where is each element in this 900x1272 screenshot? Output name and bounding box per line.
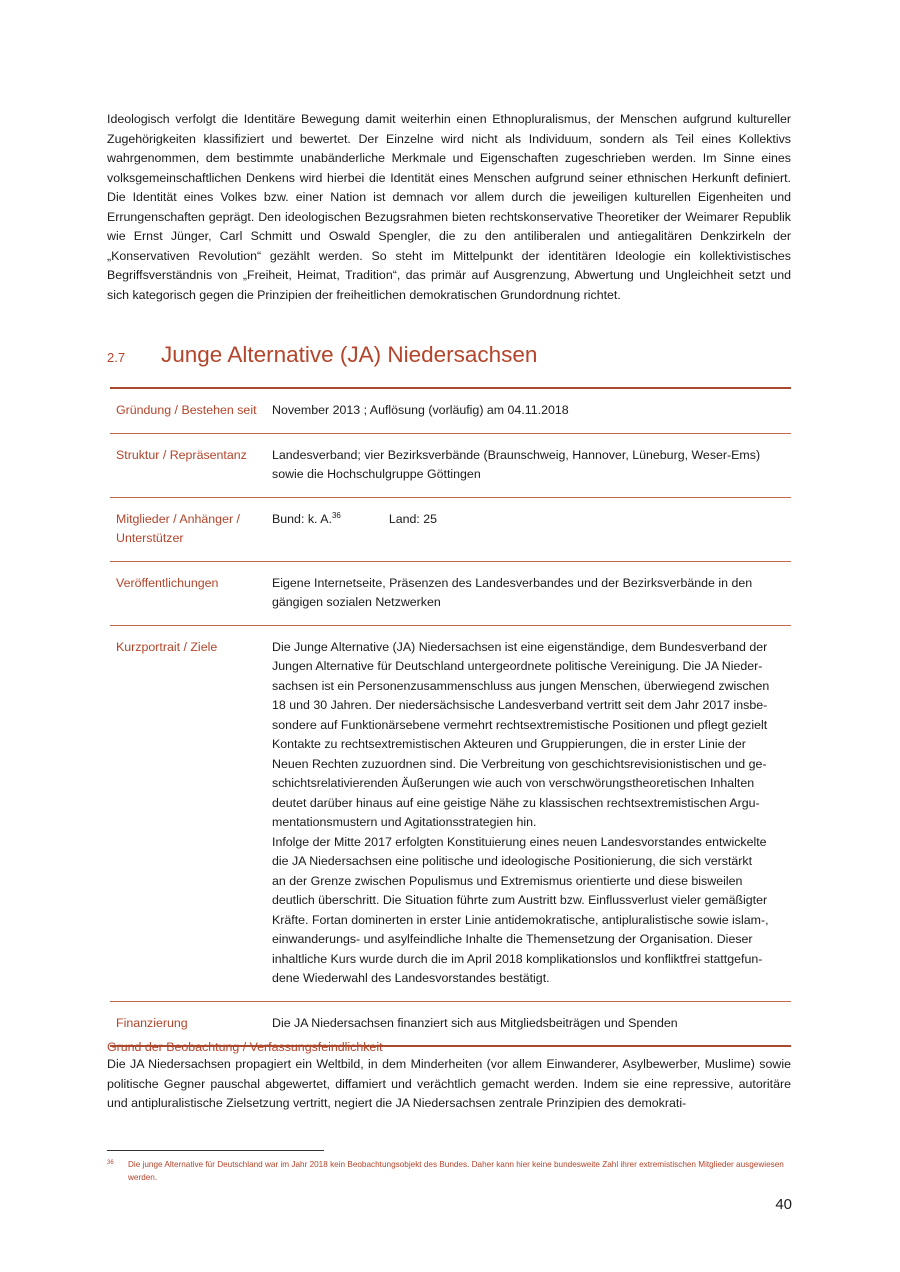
table-row: [110, 561, 791, 625]
intro-paragraph: Ideologisch verfolgt die Identitäre Bewegung damit weiterhin einen Ethnopluralismus, der Menschen aufgrund kultureller Zugehörigkeiten klassifiziert und bewertet. Der Einzelne wird nicht als Individuum, sondern als Teil eines Kollektivs wahrgenommen, dem bestimmte unabänderliche Merkmale und Eigenschaften zugeschrieben werden. Im Sinne eines volksgemeinschaftlichen Denkens wird hierbei die Identität eines Menschen aufgrund seiner ethnischen Herkunft definiert. Die Identität eines Volkes bzw. einer Nation ist demnach vor allem durch die jeweiligen kulturellen Eigenheiten und Errungenschaften geprägt. Den ideologischen Bezugsrahmen bieten rechtskonservative Theoretiker der Weimarer Republik wie Ernst Jünger, Carl Schmitt und Oswald Spengler, die zu den antiliberalen und antiegalitären Denkzirkeln der „Konservativen Revolution“ gezählt werden. So steht im Mittelpunkt der identitären Ideologie ein kollektivistisches Begriffsverständnis von „Freiheit, Heimat, Tradition“, das primär auf Ausgrenzung, Abwertung und Ungleichheit setzt und sich kategorisch gegen die Prinzipien der freiheitlichen demokratischen Grundordnung richtet.: [107, 112, 791, 302]
members-land: Land: 25: [388, 511, 438, 526]
footnote-divider: [107, 1150, 324, 1151]
structure-value: Landesverband; vier Bezirksverbände (Braunschweig, Hannover, Lüneburg, Weser-Ems) sowie die Hochschulgruppe Göttingen: [272, 433, 791, 497]
members-bund: Bund: k. A.: [272, 511, 332, 526]
basis-paragraph: Die JA Niedersachsen propagiert ein Weltbild, in dem Minderheiten (vor allem Einwanderer, Asylbewerber, Muslime) sowie politische Gegner pauschal abgewertet, diffamiert und verächtlich gemacht werden. Indem sie eine repressive, autoritäre und antipluralistische Zielsetzung vertritt, negiert die JA Niedersachsen zentrale Prinzipien des demokrati-: [107, 1057, 791, 1110]
publications-value: Eigene Internetseite, Präsenzen des Landesverbandes und der Bezirksverbände in den gängigen sozialen Netzwerken: [272, 561, 791, 625]
table-row: [110, 388, 791, 433]
portrait-value: Die Junge Alternative (JA) Niedersachsen ist eine eigenständige, dem Bundesverband der Jungen Alternative für Deutschland untergeordnete politische Vereinigung. Die JA Nieder- sachsen ist ein Personenzusammenschluss aus jungen Menschen, überwiegend zwischen 18 und 30 Jahren. Der niedersächsische Landesverband vertritt seit dem Jahr 2017 insbe- sondere auf Funktionärsebene vermehrt rechtsextremistische Positionen und pflegt gezielt Kontakte zu rechtsextremistischen Akteuren und Gruppierungen, die in erster Linie der Neuen Rechten zuzuordnen sind. Die Verbreitung von geschichtsrevisionistischen und ge- schichtsrelativierenden Äußerungen wie auch von verschwörungstheoretischen Inhalten deutet darüber hinaus auf eine geistige Nähe zu klassischen rechtsextremistischen Argu- mentationsmustern und Agitationsstrategien hin. Infolge der Mitte 2017 erfolgten Konstituierung eines neuen Landesvorstandes entwickelte die JA Niedersachsen eine politische und ideologische Positionierung, die sich verstärkt an der Grenze zwischen Populismus und Extremismus orientierte und diese bisweilen deutlich überschritt. Die Situation führte zum Austritt bzw. Einflussverlust vieler gemäßigter Kräfte. Fortan dominerten in erster Linie antidemokratische, antipluralistische sowie islam-, einwanderungs- und asylfeindliche Inhalte die Themensetzung der Organisation. Dieser inhaltliche Kurs wurde durch die im April 2018 komplikationslos und konfliktfrei stattgefun- dene Wiederwahl des Landesvorstandes bestätigt.: [272, 625, 791, 1001]
footnote-reference: 36: [331, 510, 341, 520]
footnote-text: Die junge Alternative für Deutschland war im Jahr 2018 kein Beobachtungsobjekt des Bundes. Daher kann hier keine bundesweite Zahl ihrer extremistischen Mitglieder ausgewiesen werden.: [128, 1160, 784, 1182]
table-row: [110, 625, 791, 1001]
profile-table: [110, 387, 791, 1047]
financing-value: Die JA Niedersachsen finanziert sich aus Mitgliedsbeiträgen und Spenden: [272, 1001, 791, 1046]
page-number: 40: [775, 1196, 792, 1213]
members-value: [272, 497, 791, 561]
founding-value: November 2013 ; Auflösung (vorläufig) am 04.11.2018: [272, 403, 569, 417]
publications-label: Veröffentlichungen: [110, 561, 272, 625]
portrait-label: Kurzportrait / Ziele: [110, 625, 272, 1001]
footnote-number: 36: [107, 1160, 114, 1166]
members-label: Mitglieder / Anhänger / Unterstützer: [110, 497, 272, 561]
section-title: Junge Alternative (JA) Niedersachsen: [161, 342, 538, 367]
table-row: [110, 433, 791, 497]
basis-heading: Grund der Beobachtung / Verfassungsfeindlichkeit: [107, 1040, 383, 1054]
structure-label: Struktur / Repräsentanz: [110, 433, 272, 497]
section-number: 2.7: [107, 350, 126, 365]
section-heading: [107, 340, 791, 374]
financing-label: Finanzierung: [110, 1001, 272, 1046]
founding-label: Gründung / Bestehen seit: [116, 403, 257, 417]
table-row: [110, 497, 791, 561]
